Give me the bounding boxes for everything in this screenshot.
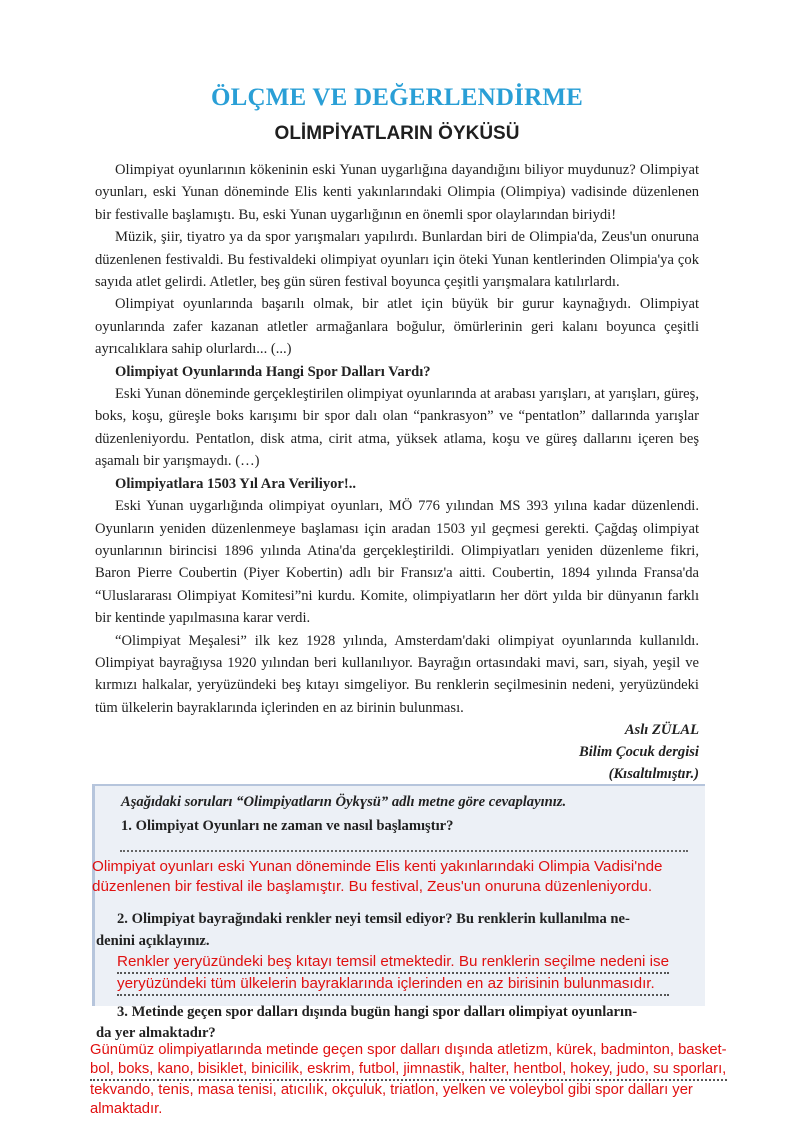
- paragraph-2: Müzik, şiir, tiyatro ya da spor yarışmaları yapılırdı. Bunlardan biri de Olimpia'da, Zeus'un onuruna düzenlenen festivaldi. Bu festivaldeki olimpiyat oyunları için öteki Yunan kentlerinden Olimpia'ya çok sayıda atlet gelirdi. Atletler, beş gün süren festival boyunca çeşitli yarışmalara katılırlardı.: [95, 229, 699, 291]
- section-heading-break: Olimpiyatlara 1503 Yıl Ara Veriliyor!..: [115, 475, 357, 492]
- answer-3-line-4: almaktadır.: [90, 1101, 163, 1117]
- question-2-line-2: denini açıklayınız.: [96, 933, 210, 949]
- paragraph-3: Olimpiyat oyunlarında başarılı olmak, bir atlet için büyük bir gurur kaynağıydı. Olimpiyat oyunlarında zafer kazanan atletler armağanlara boğulur, ömürlerinin geri kalanı boyunca çeşitli ayrıcalıklara sahip olurlardı... (...): [95, 296, 699, 358]
- answer-1-line-1: Olimpiyat oyunları eski Yunan döneminde Elis kenti yakınlarındaki Olimpia Vadisi'nde: [92, 858, 663, 875]
- abridged-note: (Kısaltılmıştır.): [608, 766, 699, 783]
- article-title: OLİMPİYATLARIN ÖYKÜSÜ: [274, 123, 520, 144]
- answer-2-line-1: Renkler yeryüzündeki beş kıtayı temsil etmektedir. Bu renklerin seçilme nedeni ise: [117, 952, 669, 974]
- answer-2: [117, 952, 669, 996]
- answer-1-line-2: düzenlenen bir festival ile başlamıştır. Bu festival, Zeus'un onuruna düzenleniyordu.: [92, 878, 653, 895]
- questions-instruction: Aşağıdaki soruları “Olimpiyatların Öykүsü” adlı metne göre cevaplayınız.: [121, 794, 567, 810]
- answer-1: [92, 857, 662, 897]
- answer-line-1: [120, 850, 688, 852]
- paragraph-4: Eski Yunan döneminde gerçekleştirilen olimpiyat oyunlarında at arabası yarışları, at yarışları, güreş, boks, koşu, güreşle boks karışımı bir spor dalı olan “pankrasyon” ve “pentatlon” dallarında yarışlar düzenleniyordu. Pentatlon, disk atma, cirit atma, yüksek atlama, koşu ve güreş dallarını içeren beş aşamalı bir yarışmaydı. (…): [95, 386, 699, 470]
- answer-3: [90, 1041, 727, 1119]
- question-3-line-2: da yer almaktadır?: [96, 1025, 216, 1041]
- answer-3-line-3: tekvando, tenis, masa tenisi, atıcılık, okçuluk, triatlon, yelken ve voleybol gibi spor dalları yer: [90, 1082, 693, 1098]
- question-1: 1. Olimpiyat Oyunları ne zaman ve nasıl başlamıştır?: [121, 818, 454, 834]
- question-2-line-1: 2. Olimpiyat bayrağındaki renkler neyi temsil ediyor? Bu renklerin kullanılma ne-: [117, 911, 630, 927]
- answer-3-line-2: bol, boks, kano, bisiklet, binicilik, eskrim, futbol, jimnastik, halter, hentbol, hokey, judo, su sporları,: [90, 1060, 727, 1081]
- answer-2-line-2: yeryüzündeki tüm ülkelerin bayraklarında içlerinden en az birisinin bulunmasıdır.: [117, 974, 669, 996]
- paragraph-6: “Olimpiyat Meşalesi” ilk kez 1928 yılında, Amsterdam'daki olimpiyat oyunlarında kullanıldı. Olimpiyat bayrağıysa 1920 yılından beri kullanılıyor. Bayrağın ortasındaki mavi, sarı, siyah, yeşil ve kırmızı halkalar, yeryüzündeki beş kıtayı simgeliyor. Bu renklerin seçilmesinin nedeni, yeryüzündeki tüm ülkelerin bayraklarında içlerinden en az birinin bulunması.: [95, 632, 699, 716]
- answer-3-line-1: Günümüz olimpiyatlarında metinde geçen spor dalları dışında atletizm, kürek, badminton, basket-: [90, 1042, 727, 1058]
- paragraph-1: Olimpiyat oyunlarının kökeninin eski Yunan uygarlığına dayandığını biliyor muydunuz? Olimpiyat oyunları, eski Yunan döneminde Elis kenti yakınlarındaki Olimpia (Olimpiya) vadisinde düzenlenen bir festivalle başlamıştı. Bu, eski Yunan uygarlığının en önemli spor olaylarından biriydi!: [95, 162, 699, 223]
- source-magazine: Bilim Çocuk dergisi: [578, 744, 699, 761]
- page-title: ÖLÇME VE DEĞERLENDİRME: [210, 84, 584, 111]
- section-heading-sports: Olimpiyat Oyunlarında Hangi Spor Dalları Vardı?: [115, 363, 431, 380]
- paragraph-5: Eski Yunan uygarlığında olimpiyat oyunları, MÖ 776 yılından MS 393 yılına kadar düzenlendi. Oyunların yeniden düzenlenmeye başlaması için aradan 1503 yıl geçmesi gerekti. Çağdaş olimpiyat oyunlarının birincisi 1896 yılında Atina'da gerçekleştirildi. Olimpiyatları yeniden düzenleme fikri, Baron Pierre Coubertin (Piyer Kobertin) adlı bir Fransız'a aitti. Coubertin, 1894 yılında Fransa'da “Uluslararası Olimpiyat Komitesi”ni kurdu. Komite, olimpiyatların her dört yılda bir dünyanın farklı bir kentinde yapılmasına karar verdi.: [95, 498, 699, 627]
- author: Aslı ZÜLAL: [624, 722, 699, 739]
- article-body: [95, 159, 699, 785]
- question-3-line-1: 3. Metinde geçen spor dalları dışında bugün hangi spor dalları olimpiyat oyunların-: [117, 1004, 638, 1020]
